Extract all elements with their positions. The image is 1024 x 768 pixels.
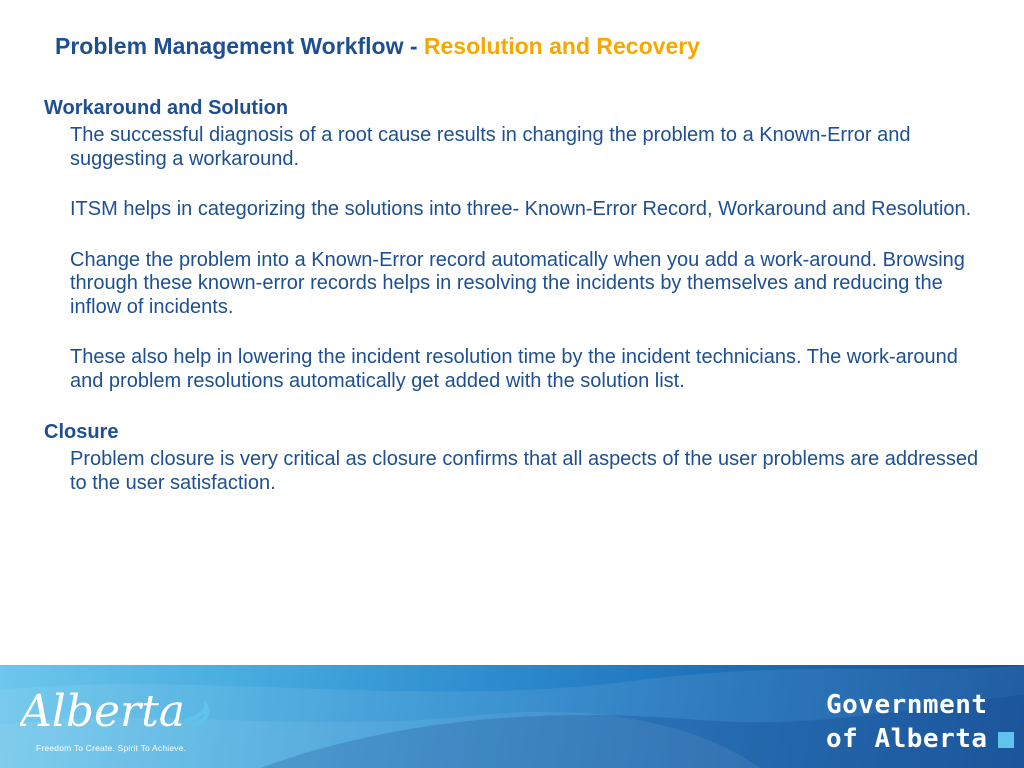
gov-line-1: Government (826, 690, 988, 720)
square-icon (998, 732, 1014, 748)
government-of-alberta-logo (826, 688, 1014, 756)
section-workaround-solution (44, 96, 994, 393)
paragraph: Change the problem into a Known-Error record automatically when you add a work-around. Browsing through these known-error records helps in resolving the incidents by themselves and reducing the inflow of incidents. (70, 248, 965, 318)
slide-title (55, 33, 700, 60)
paragraph: ITSM helps in categorizing the solutions into three- Known-Error Record, Workaround and Resolution. (70, 198, 972, 220)
section-heading: Closure (44, 421, 119, 443)
section-heading: Workaround and Solution (44, 97, 289, 119)
svg-text:Alberta: Alberta (20, 686, 185, 737)
title-main: Problem Management Workflow - (55, 33, 424, 59)
paragraph: The successful diagnosis of a root cause results in changing the problem to a Known-Error and suggesting a workaround. (70, 124, 911, 170)
tagline: Freedom To Create. Spirit To Achieve. (36, 743, 187, 753)
alberta-logo (20, 678, 215, 745)
title-accent: Resolution and Recovery (423, 33, 700, 59)
slide-content (44, 96, 994, 495)
gov-line-2: of Alberta (826, 724, 988, 754)
paragraph: These also help in lowering the incident resolution time by the incident technicians. The work-around and problem resolutions automatically get added with the solution list. (70, 346, 958, 392)
section-closure (44, 420, 994, 495)
paragraph: Problem closure is very critical as closure confirms that all aspects of the user problems are addressed to the user satisfaction. (70, 448, 979, 494)
